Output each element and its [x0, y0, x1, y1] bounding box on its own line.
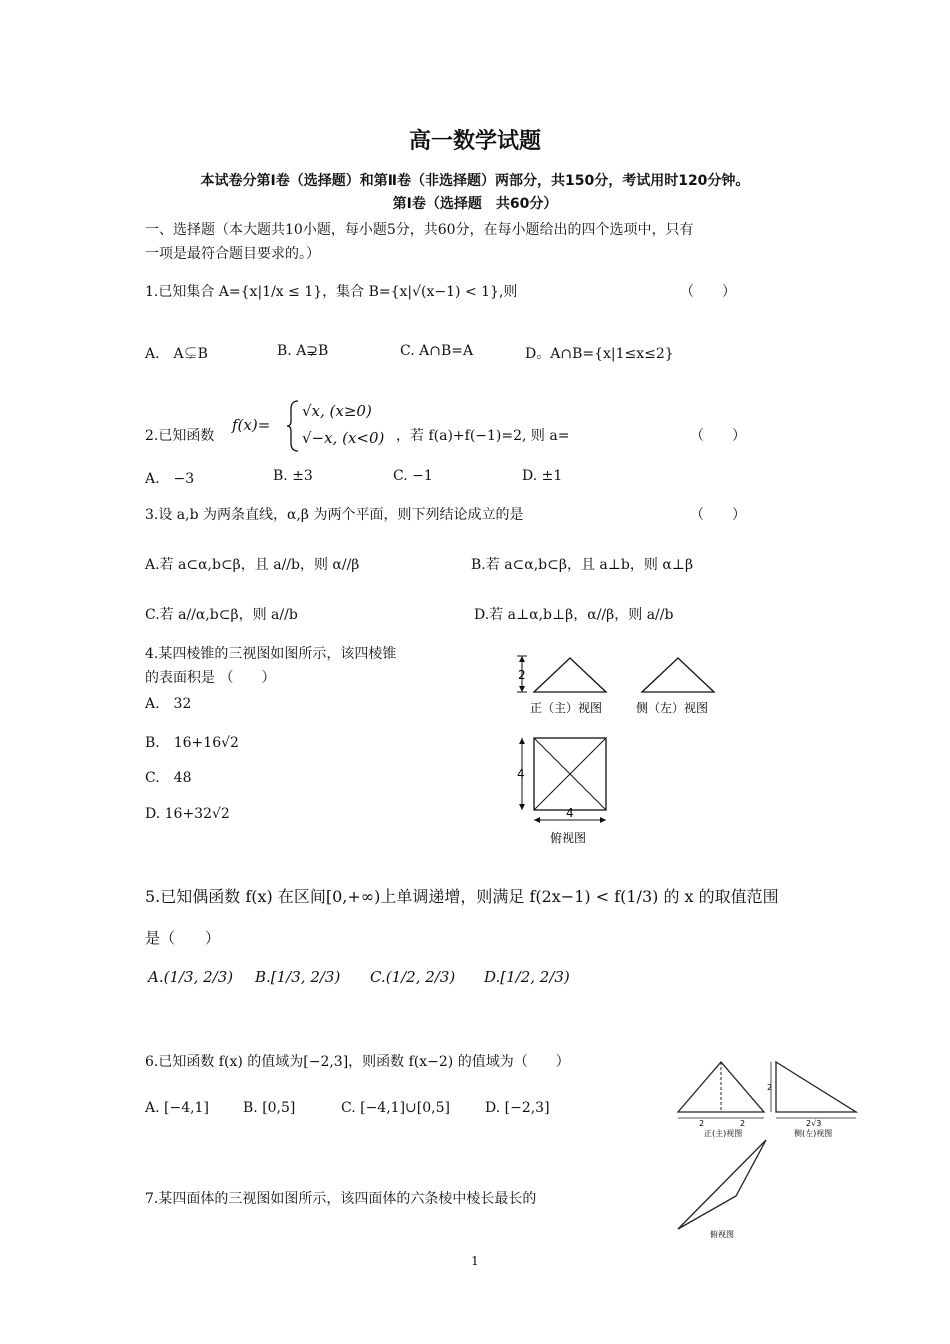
q6-stem: 6.已知函数 f(x) 的值域为[−2,3]，则函数 f(x−2) 的值域为（ ） [145, 1054, 570, 1070]
q7-front-caption: 正(主)视图 [704, 1129, 743, 1138]
q1-option-c: C. A∩B=A [400, 343, 474, 359]
q4-top-caption: 俯视图 [550, 831, 587, 845]
q6-option-b: B. [0,5] [243, 1100, 296, 1116]
exam-intro: 本试卷分第Ⅰ卷（选择题）和第Ⅱ卷（非选择题）两部分，共150分，考试用时120分钟。 [200, 173, 750, 189]
q3-answer-paren: （ ） [690, 507, 746, 523]
q5-option-d: D.[1/2, 2/3) [484, 968, 570, 986]
q4-height-label: 2 [518, 668, 526, 682]
q2-stem-suffix: ，若 f(a)+f(−1)=2, 则 a= [396, 428, 570, 444]
q2-option-d: D. ±1 [522, 468, 563, 484]
section-instructions-line2: 一项是最符合题目要求的。） [145, 246, 320, 262]
q7-label-2b: 2 [740, 1119, 746, 1128]
page-number: 1 [471, 1254, 479, 1268]
page-title: 高一数学试题 [408, 129, 541, 154]
q4-side-caption: 侧（左）视图 [636, 701, 709, 715]
q2-brace [286, 399, 300, 453]
q5-option-a: A.(1/3, 2/3) [148, 968, 234, 986]
q2-stem-prefix: 2.已知函数 [145, 428, 215, 444]
q5-option-b: B.[1/3, 2/3) [255, 968, 341, 986]
q6-option-c: C. [−4,1]∪[0,5] [341, 1100, 450, 1116]
q4-option-c: C. 48 [145, 770, 192, 786]
q5-option-c: C.(1/2, 2/3) [370, 968, 456, 986]
q4-side-length-label: 4 [517, 767, 525, 781]
q4-three-view-figure [510, 650, 730, 850]
q4-front-view-triangle [534, 658, 606, 692]
q4-front-caption: 正（主）视图 [530, 701, 603, 715]
q4-side-view-triangle [642, 658, 714, 692]
q4-stem-line1: 4.某四棱锥的三视图如图所示，该四棱锥 [145, 646, 397, 662]
part-heading: 第Ⅰ卷（选择题 共60分） [392, 196, 558, 212]
q6-option-a: A. [−4,1] [145, 1100, 209, 1116]
q2-case-1: √x, (x≥0) [302, 402, 372, 420]
q4-option-a: A. 32 [145, 696, 192, 712]
q4-stem-line2: 的表面积是 （ ） [145, 670, 276, 686]
q2-option-a: A. −3 [145, 471, 195, 487]
q3-option-a: A.若 a⊂α,b⊂β，且 a//b，则 α//β [145, 557, 360, 573]
q1-option-d: D。A∩B={x|1≤x≤2} [525, 346, 674, 362]
q7-side-view-triangle [776, 1062, 856, 1112]
q2-option-c: C. −1 [393, 468, 433, 484]
q3-option-b: B.若 a⊂α,b⊂β，且 a⊥b，则 α⊥β [471, 557, 694, 573]
q1-option-a: A. A⊊B [145, 346, 208, 362]
q6-option-d: D. [−2,3] [485, 1100, 550, 1116]
q7-label-2a: 2 [699, 1119, 705, 1128]
q5-stem: 5.已知偶函数 f(x) 在区间[0,+∞)上单调递增，则满足 f(2x−1) < f(1/3) 的 x 的取值范围 [145, 887, 779, 906]
q7-label-height: 2 [767, 1083, 773, 1092]
q7-top-view-triangle [678, 1140, 766, 1229]
q5-stem-line2: 是（ ） [145, 929, 221, 947]
q1-stem: 1.已知集合 A={x|1/x ≤ 1}，集合 B={x|√(x−1) < 1},则 [145, 284, 518, 300]
q2-function-name: f(x)= [232, 416, 271, 434]
q7-top-caption: 俯视图 [710, 1230, 734, 1239]
q2-option-b: B. ±3 [273, 468, 313, 484]
q2-answer-paren: （ ） [690, 428, 746, 444]
q1-answer-paren: （ ） [680, 284, 736, 300]
q4-bottom-length-label: 4 [566, 806, 574, 820]
q7-stem: 7.某四面体的三视图如图所示，该四面体的六条棱中棱长最长的 [145, 1191, 537, 1207]
q4-option-b: B. 16+16√2 [145, 735, 239, 751]
q7-side-caption: 侧(左)视图 [794, 1129, 833, 1138]
q7-three-view-figure [668, 1056, 868, 1241]
q7-label-side: 2√3 [806, 1119, 822, 1128]
q3-stem: 3.设 a,b 为两条直线，α,β 为两个平面，则下列结论成立的是 [145, 507, 524, 523]
section-instructions-line1: 一、选择题（本大题共10小题，每小题5分，共60分，在每小题给出的四个选项中，只有 [145, 222, 694, 238]
q4-option-d: D. 16+32√2 [145, 806, 230, 822]
q1-option-b: B. A⊋B [277, 343, 329, 359]
q2-case-2: √−x, (x<0) [302, 429, 385, 447]
q3-option-d: D.若 a⊥α,b⊥β，α//β，则 a//b [474, 607, 674, 623]
q3-option-c: C.若 a//α,b⊂β，则 a//b [145, 607, 298, 623]
